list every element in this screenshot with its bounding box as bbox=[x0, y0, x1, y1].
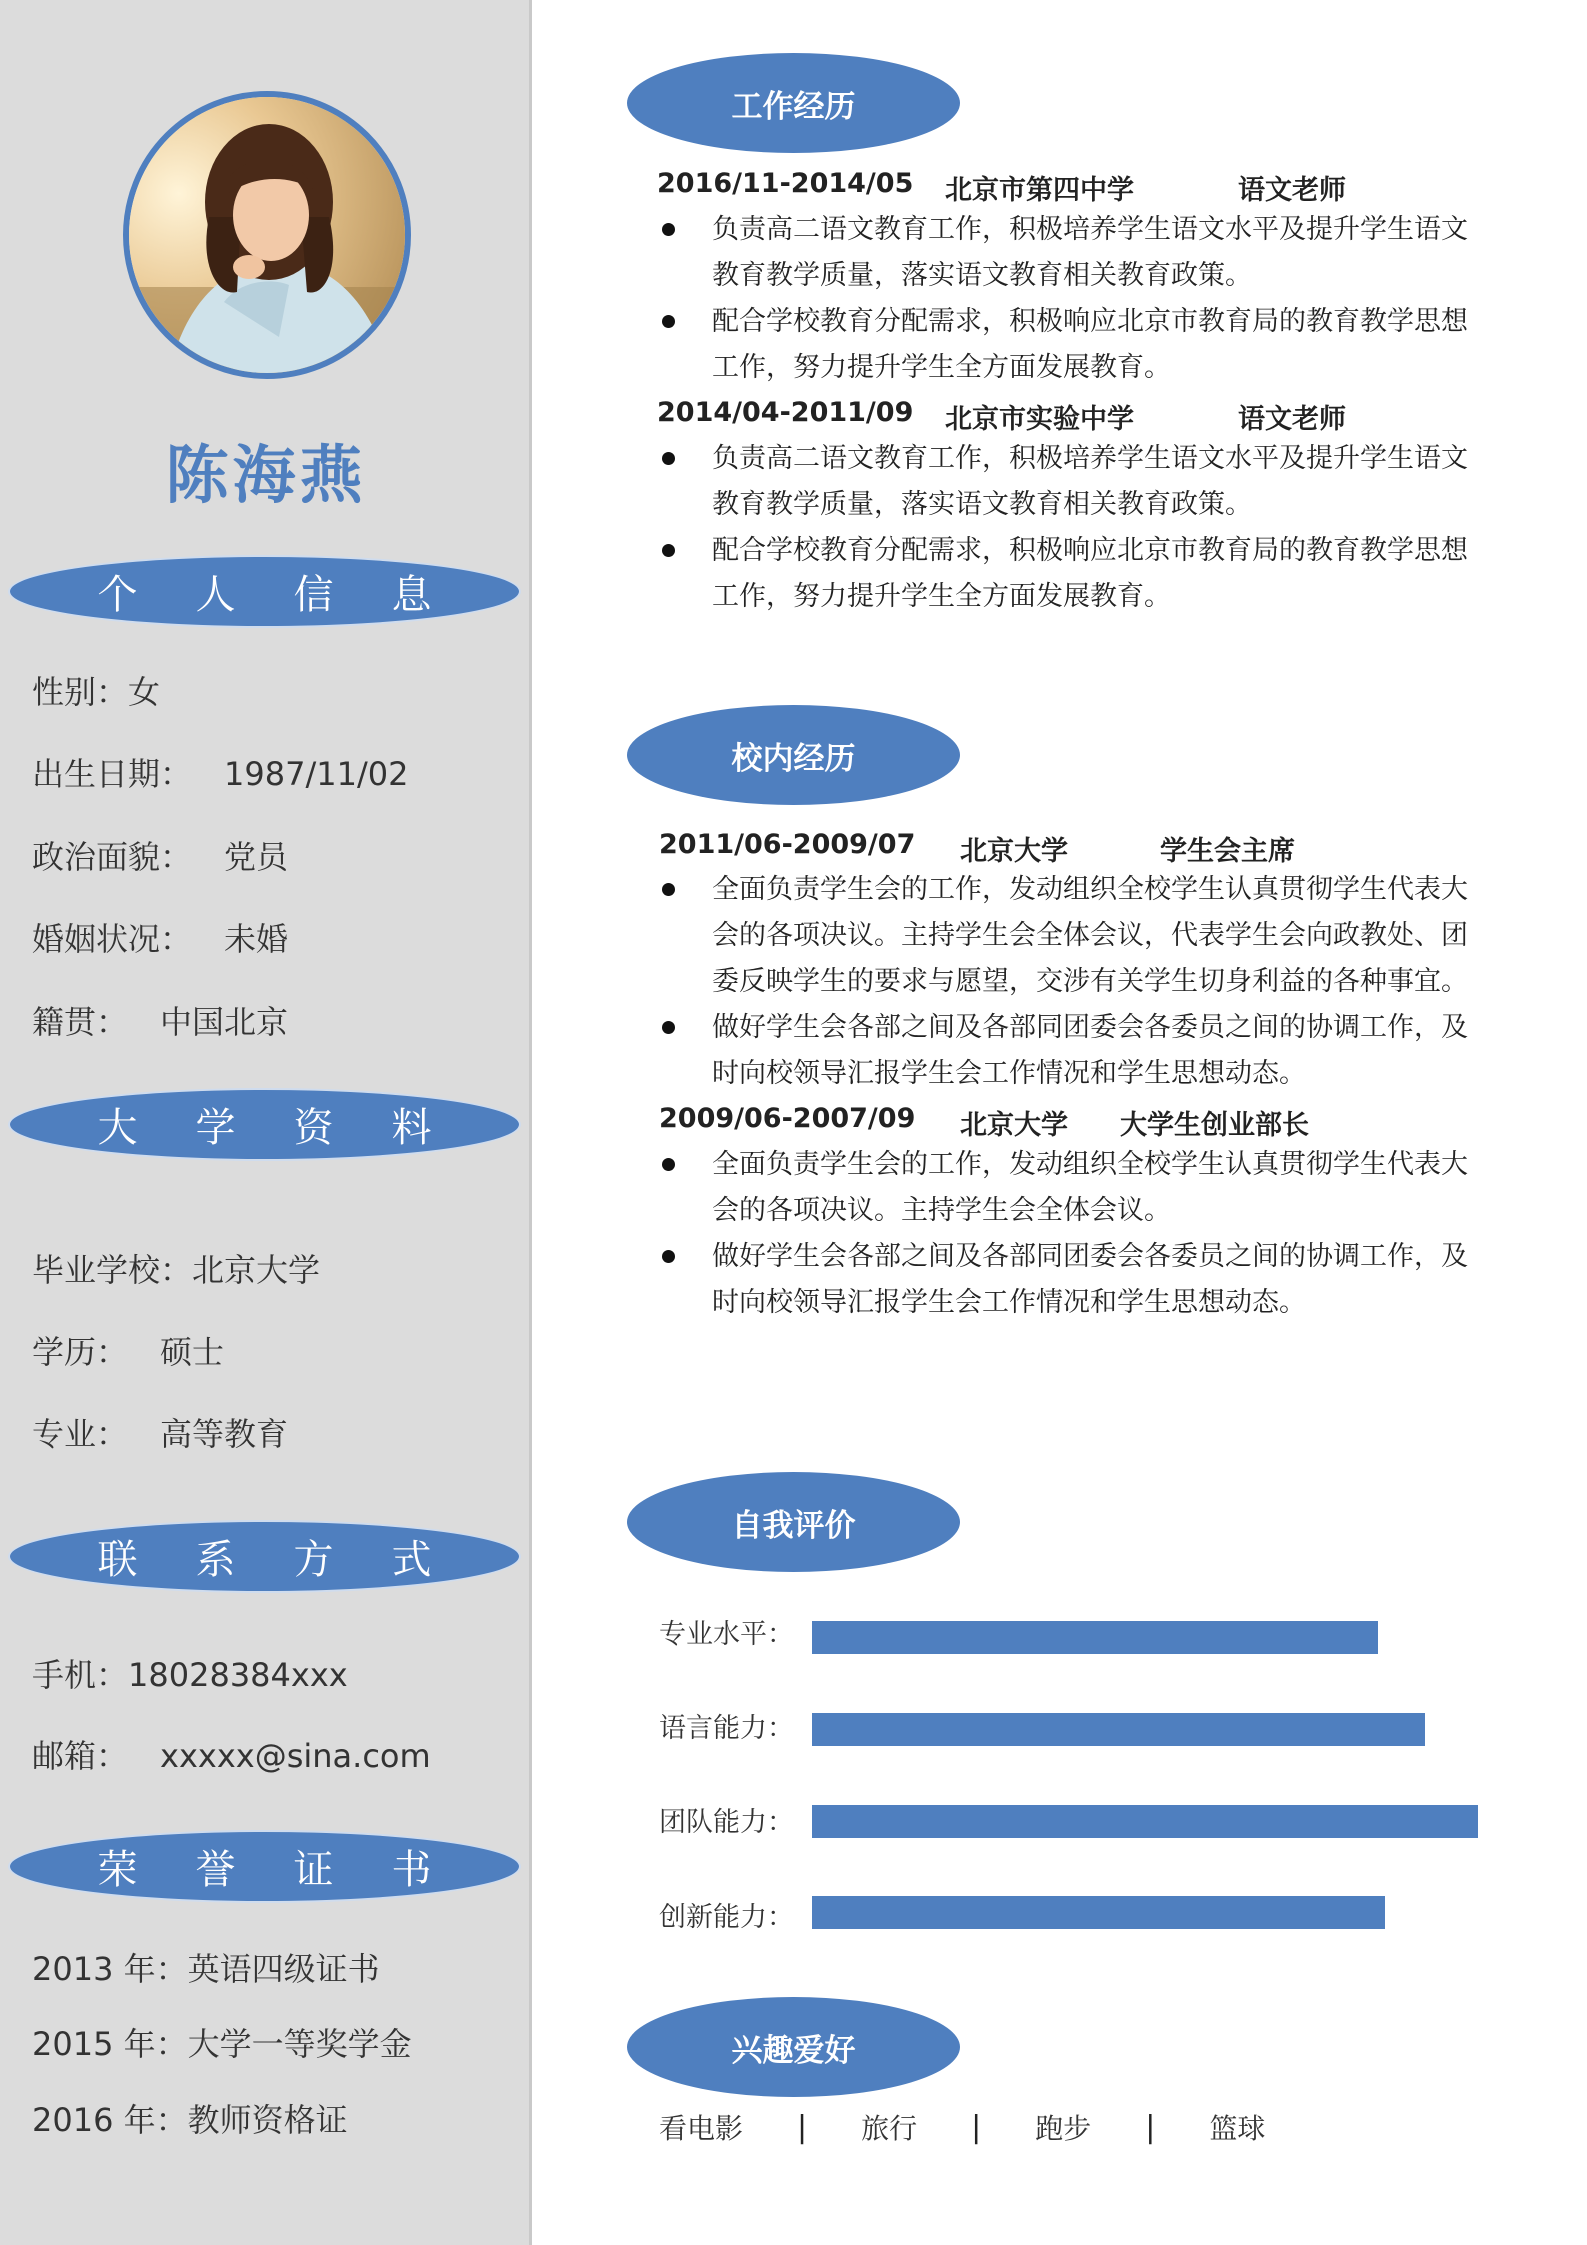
bullet-dot-icon bbox=[662, 1250, 675, 1263]
info-label: 手机： bbox=[32, 1656, 129, 1694]
bullet-dot-icon bbox=[662, 223, 675, 236]
honor-item bbox=[32, 2095, 348, 2141]
honor-item bbox=[32, 1944, 380, 1990]
bullet-dot-icon bbox=[662, 452, 675, 465]
section-title: 荣誉证书 bbox=[97, 1847, 490, 1893]
info-value: 女 bbox=[128, 673, 161, 711]
info-label: 政治面貌： bbox=[32, 838, 193, 876]
campus-entry-period: 2009/06-2007/09 bbox=[659, 1103, 916, 1134]
honor-item bbox=[32, 2019, 412, 2065]
hobby-separator: | bbox=[1145, 2109, 1156, 2145]
campus-entry-org: 北京大学 bbox=[960, 836, 1068, 867]
campus-bullet: 做好学生会各部之间及各部同团委会各委员之间的协调工作，及时向校领导汇报学生会工作情况和学生思想动态。 bbox=[662, 1234, 1484, 1326]
section-header-campus-experience bbox=[627, 705, 960, 805]
skill-bar-track bbox=[812, 1896, 1478, 1929]
info-value: 党员 bbox=[224, 838, 289, 876]
info-value: xxxxx@sina.com bbox=[160, 1737, 431, 1775]
bullet-dot-icon bbox=[662, 883, 675, 896]
section-header-work-experience bbox=[627, 53, 960, 153]
work-bullet: 负责高二语文教育工作，积极培养学生语文水平及提升学生语文教育教学质量，落实语文教育相关教育政策。 bbox=[662, 436, 1484, 528]
hobby-separator: | bbox=[797, 2109, 808, 2145]
info-label: 学历： bbox=[32, 1333, 129, 1371]
section-title: 兴趣爱好 bbox=[731, 2032, 856, 2069]
skill-bar-fill bbox=[812, 1713, 1425, 1746]
skill-bar-track bbox=[812, 1713, 1478, 1746]
campus-entry-role: 大学生创业部长 bbox=[1120, 1110, 1309, 1141]
info-school bbox=[32, 1245, 320, 1291]
info-degree bbox=[32, 1327, 224, 1373]
portrait-image bbox=[129, 97, 405, 373]
info-label: 婚姻状况： bbox=[32, 920, 193, 958]
section-title: 联系方式 bbox=[97, 1537, 490, 1583]
skill-bar-fill bbox=[812, 1805, 1478, 1838]
info-label: 专业： bbox=[32, 1415, 129, 1453]
section-title: 个人信息 bbox=[97, 572, 490, 618]
skill-bar-track bbox=[812, 1805, 1478, 1838]
section-header-self-evaluation bbox=[627, 1472, 960, 1572]
info-gender bbox=[32, 667, 160, 713]
campus-entry-period: 2011/06-2009/07 bbox=[659, 829, 916, 860]
info-value: 18028384xxx bbox=[128, 1656, 348, 1694]
info-marital-status bbox=[32, 914, 288, 960]
skill-label: 创新能力： bbox=[659, 1902, 794, 1933]
bullet-dot-icon bbox=[662, 1021, 675, 1034]
section-header-hobbies bbox=[627, 1997, 960, 2097]
info-value: 高等教育 bbox=[160, 1415, 289, 1453]
section-header-contact bbox=[8, 1520, 521, 1593]
hobby-item: 篮球 bbox=[1209, 2112, 1266, 2145]
info-value: 未婚 bbox=[224, 920, 289, 958]
campus-bullet: 全面负责学生会的工作，发动组织全校学生认真贯彻学生代表大会的各项决议。主持学生会全体会议，代表学生会向政教处、团委反映学生的要求与愿望，交涉有关学生切身利益的各种事宜。 bbox=[662, 867, 1484, 1005]
info-label: 毕业学校： bbox=[32, 1251, 193, 1289]
campus-bullet: 做好学生会各部之间及各部同团委会各委员之间的协调工作，及时向校领导汇报学生会工作情况和学生思想动态。 bbox=[662, 1005, 1484, 1097]
info-label: 籍贯： bbox=[32, 1003, 129, 1041]
honor-name: 英语四级证书 bbox=[187, 1950, 380, 1988]
info-value: 北京大学 bbox=[192, 1251, 321, 1289]
campus-entry-role: 学生会主席 bbox=[1160, 836, 1295, 867]
hobby-item: 看电影 bbox=[659, 2112, 744, 2145]
bullet-dot-icon bbox=[662, 544, 675, 557]
section-title: 自我评价 bbox=[731, 1507, 856, 1544]
skill-label: 专业水平： bbox=[659, 1619, 794, 1650]
sidebar bbox=[0, 0, 532, 2245]
info-label: 邮箱： bbox=[32, 1737, 129, 1775]
section-title: 校内经历 bbox=[731, 740, 856, 777]
candidate-name: 陈海燕 bbox=[165, 439, 367, 512]
work-bullet: 配合学校教育分配需求，积极响应北京市教育局的教育教学思想工作，努力提升学生全方面发展教育。 bbox=[662, 528, 1484, 620]
skill-bar-fill bbox=[812, 1621, 1378, 1654]
honor-name: 大学一等奖学金 bbox=[187, 2025, 412, 2063]
info-value: 中国北京 bbox=[160, 1003, 289, 1041]
info-birthdate bbox=[32, 749, 408, 795]
honor-name: 教师资格证 bbox=[187, 2101, 348, 2139]
info-label: 性别： bbox=[32, 673, 129, 711]
honor-year: 2013 年： bbox=[32, 1950, 188, 1988]
avatar-photo bbox=[123, 91, 411, 379]
campus-bullet: 全面负责学生会的工作，发动组织全校学生认真贯彻学生代表大会的各项决议。主持学生会全体会议。 bbox=[662, 1142, 1484, 1234]
work-entry-org: 北京市第四中学 bbox=[945, 175, 1134, 206]
info-email bbox=[32, 1731, 431, 1777]
hobby-item: 跑步 bbox=[1035, 2112, 1092, 2145]
info-hometown bbox=[32, 997, 288, 1043]
info-label: 出生日期： bbox=[32, 755, 193, 793]
info-value: 1987/11/02 bbox=[224, 755, 409, 793]
bullet-dot-icon bbox=[662, 315, 675, 328]
info-major bbox=[32, 1409, 288, 1455]
section-title: 大学资料 bbox=[97, 1105, 490, 1151]
hobby-item: 旅行 bbox=[861, 2112, 918, 2145]
work-bullet: 负责高二语文教育工作，积极培养学生语文水平及提升学生语文教育教学质量，落实语文教育相关教育政策。 bbox=[662, 207, 1484, 299]
skill-label: 语言能力： bbox=[659, 1713, 794, 1744]
skill-bar-fill bbox=[812, 1896, 1385, 1929]
honor-year: 2016 年： bbox=[32, 2101, 188, 2139]
section-header-honors bbox=[8, 1830, 521, 1903]
info-political-status bbox=[32, 832, 288, 878]
work-entry-role: 语文老师 bbox=[1238, 404, 1346, 435]
honor-year: 2015 年： bbox=[32, 2025, 188, 2063]
info-value: 硕士 bbox=[160, 1333, 225, 1371]
work-entry-org: 北京市实验中学 bbox=[945, 404, 1134, 435]
section-title: 工作经历 bbox=[731, 88, 856, 125]
section-header-university bbox=[8, 1088, 521, 1161]
campus-entry-org: 北京大学 bbox=[960, 1110, 1068, 1141]
work-entry-role: 语文老师 bbox=[1238, 175, 1346, 206]
work-bullet: 配合学校教育分配需求，积极响应北京市教育局的教育教学思想工作，努力提升学生全方面发展教育。 bbox=[662, 299, 1484, 391]
bullet-dot-icon bbox=[662, 1158, 675, 1171]
hobby-list bbox=[659, 2107, 1265, 2147]
work-entry-period: 2016/11-2014/05 bbox=[657, 168, 914, 199]
work-entry-period: 2014/04-2011/09 bbox=[657, 397, 914, 428]
info-phone bbox=[32, 1650, 348, 1696]
hobby-separator: | bbox=[971, 2109, 982, 2145]
skill-label: 团队能力： bbox=[659, 1807, 794, 1838]
skill-bar-track bbox=[812, 1621, 1478, 1654]
section-header-personal-info bbox=[8, 555, 521, 628]
